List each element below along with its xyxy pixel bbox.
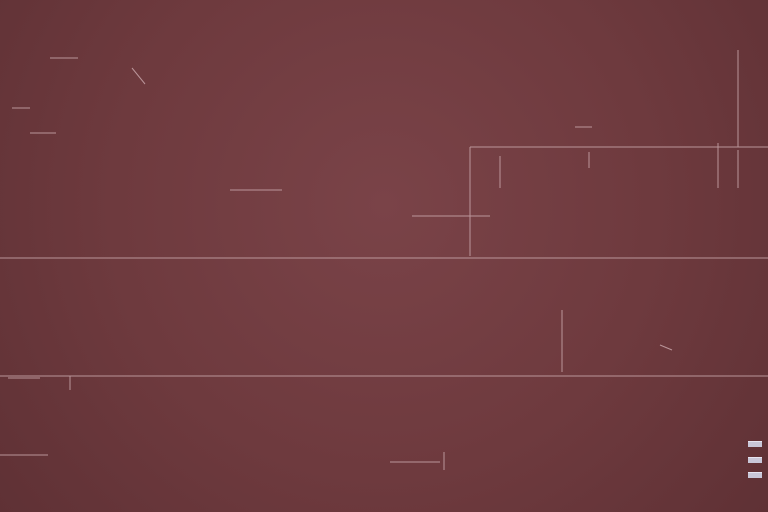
connector [660, 345, 672, 350]
legend-swatch [748, 472, 762, 478]
legend-swatch [748, 441, 762, 447]
legend-swatch [748, 457, 762, 463]
connector [132, 68, 145, 84]
